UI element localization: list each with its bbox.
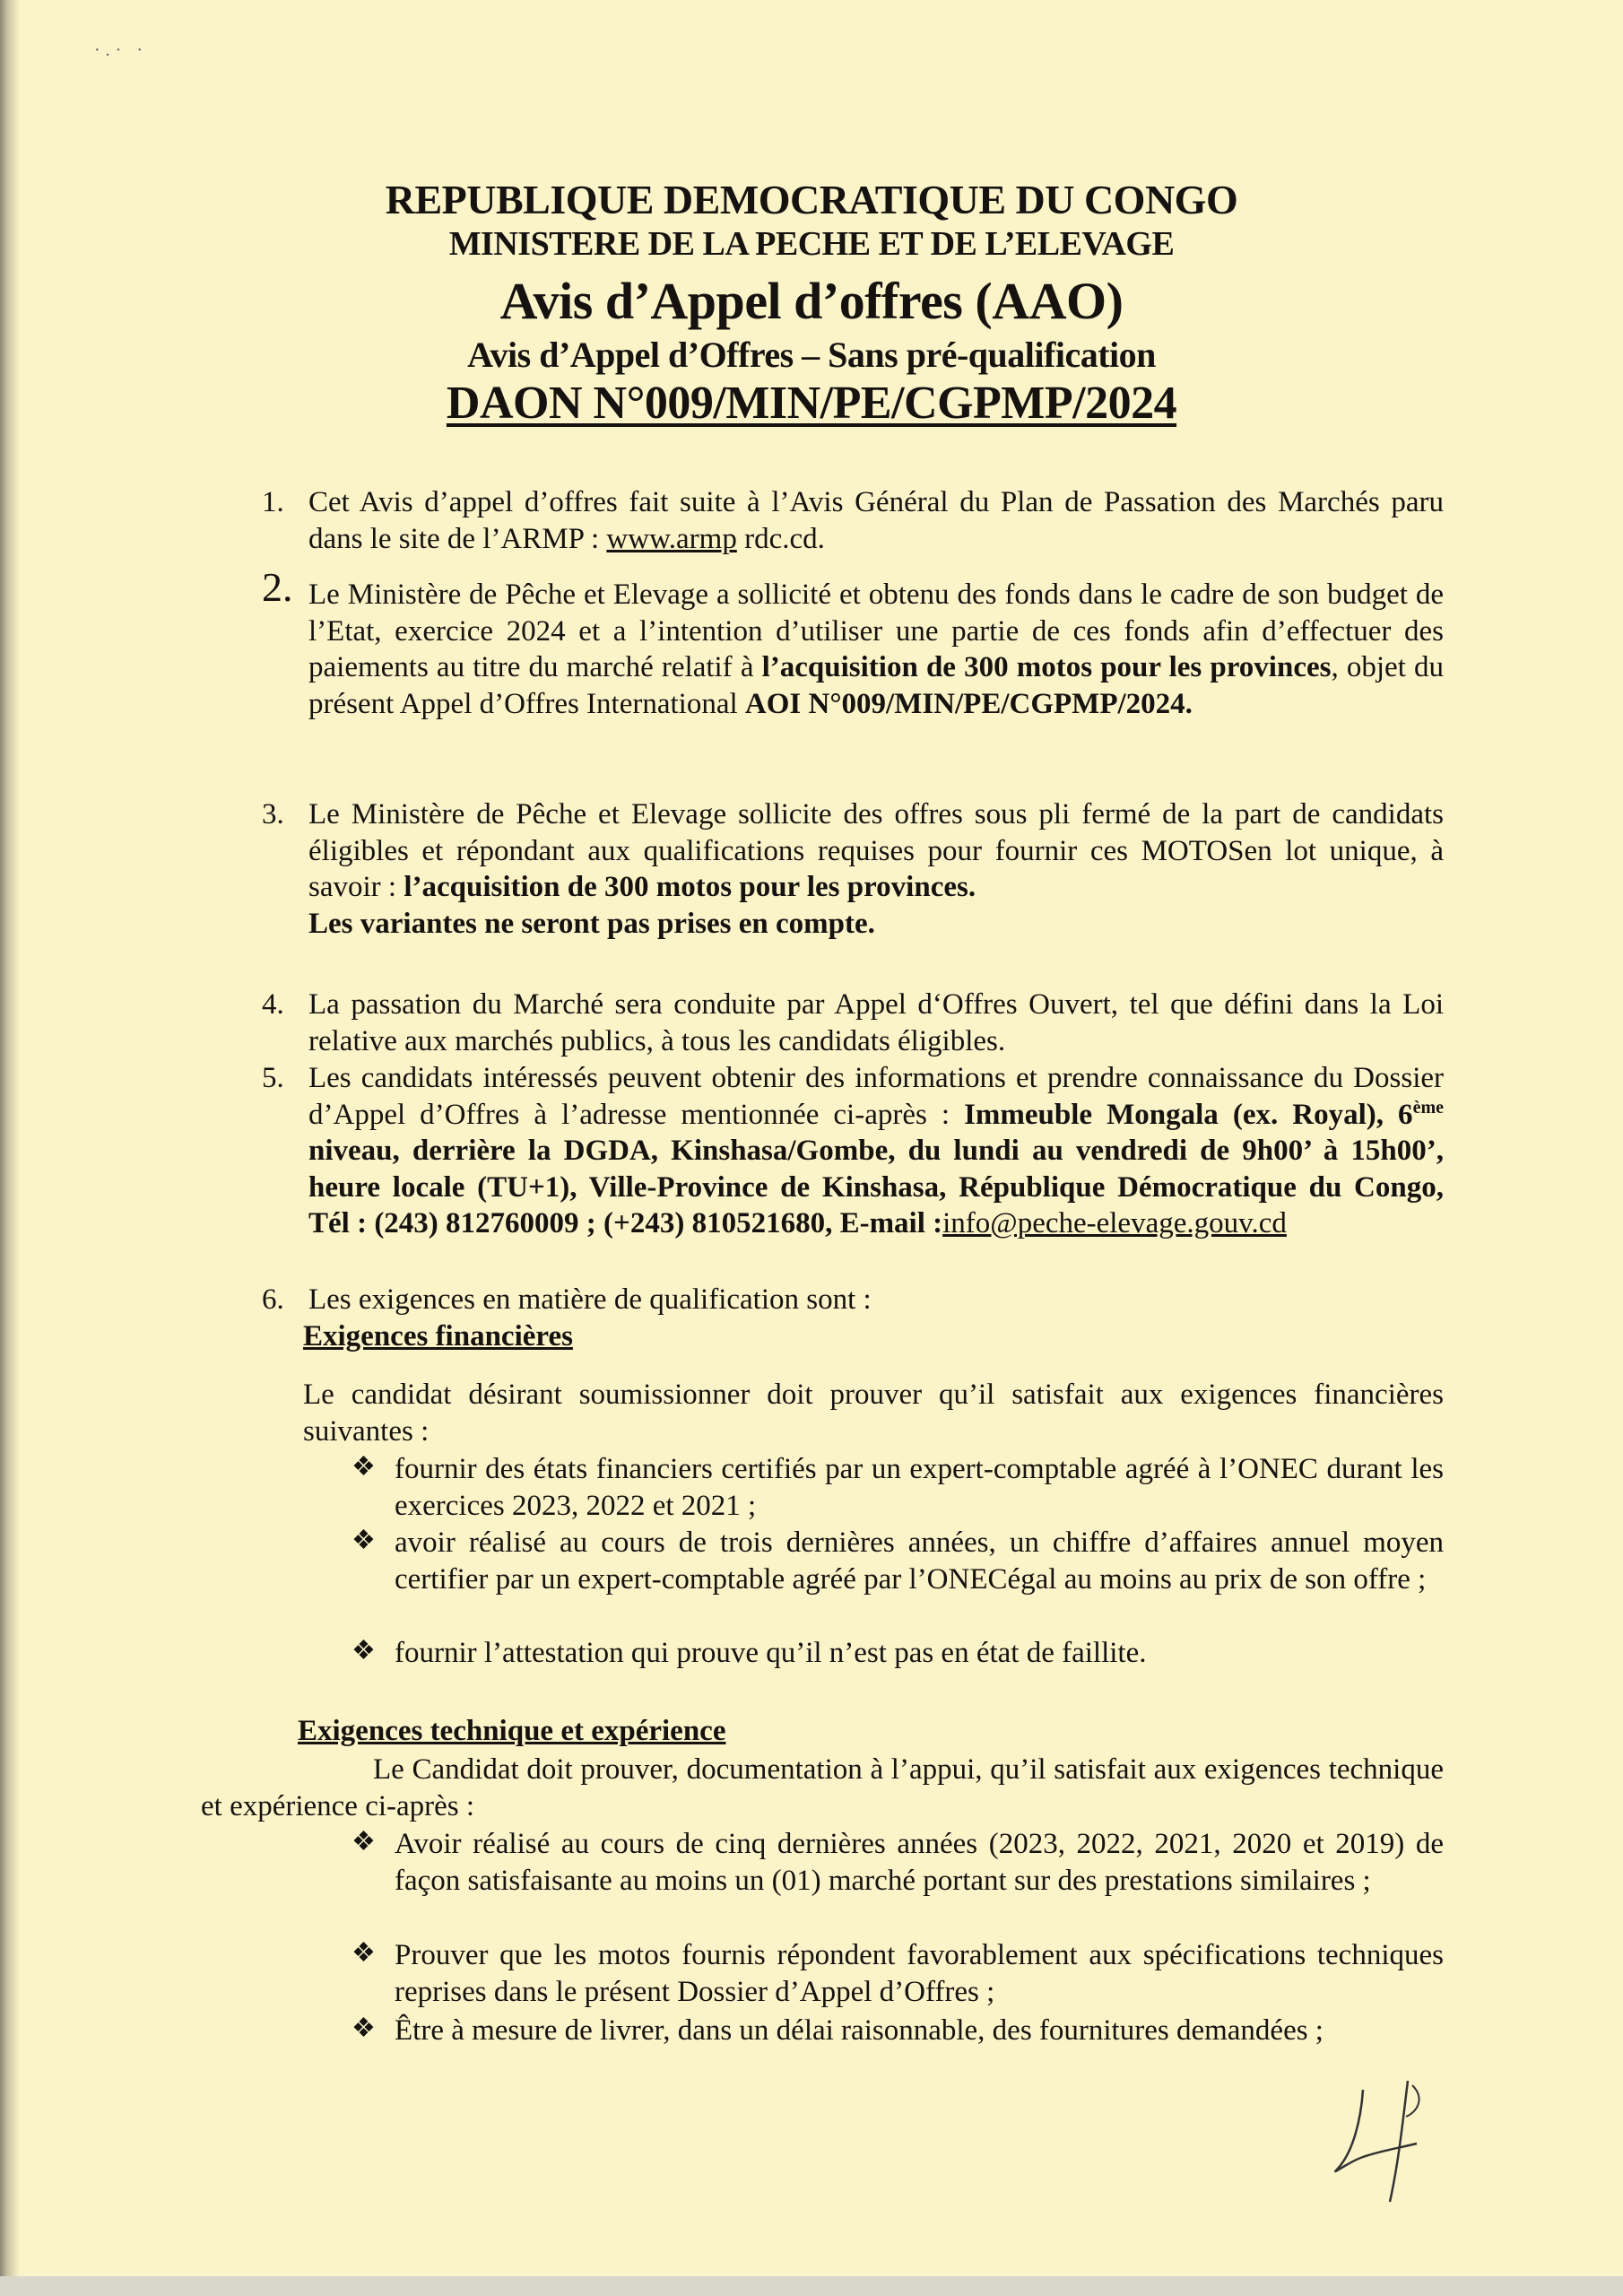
bullet-text: Prouver que les motos fournis répondent favorablement aux spécifications techniques reprises dans le présent Dossier d’Appel d’Offres ;	[395, 1939, 1444, 2008]
list-item-2	[262, 564, 1445, 722]
financial-bullet-3	[352, 1635, 1444, 1672]
item-number: 3.	[262, 798, 284, 831]
item-bold: niveau, derrière la DGDA, Kinshasa/Gombe, du lundi au vendredi de 9h00’ à 15h00’, heure locale (TU+1), Ville-Province de Kinshasa, République Démocratique du Congo, Tél : (243) 812760009 ; (+243) 810521680, E-mail :	[308, 1135, 1444, 1239]
technical-intro: Le Candidat doit prouver, documentation à l’appui, qu’il satisfait aux exigences technique et expérience ci-après :	[201, 1753, 1444, 1822]
reference-number	[0, 377, 1623, 430]
item-number: 4.	[262, 988, 284, 1021]
notice-title: Avis d’Appel d’offres (AAO)	[499, 272, 1124, 330]
technical-heading: Exigences technique et expérience	[298, 1715, 726, 1747]
list-item-4	[262, 987, 1444, 1059]
item-bold: Les variantes ne seront pas prises en compte.	[308, 907, 875, 940]
diamond-bullet-icon: ❖	[352, 1938, 376, 1968]
scan-specks: ·.· ·	[94, 40, 148, 60]
technical-bullet-1	[352, 1826, 1444, 1899]
diamond-bullet-icon: ❖	[352, 2013, 376, 2043]
bullet-text: fournir l’attestation qui prouve qu’il n’est pas en état de faillite.	[395, 1637, 1147, 1669]
bullet-text: avoir réalisé au cours de trois dernières années, un chiffre d’affaires annuel moyen certifier par un expert-comptable agréé par l’ONECégal au moins au prix de son offre ;	[395, 1526, 1444, 1596]
diamond-bullet-icon: ❖	[352, 1636, 376, 1665]
item-number: 1.	[262, 486, 284, 518]
bullet-text: fournir des états financiers certifiés par un expert-comptable agréé à l’ONEC durant les exercices 2023, 2022 et 2021 ;	[395, 1453, 1444, 1522]
item-text: Le Ministère de Pêche et Elevage sollicite des offres sous pli fermé de la part de candidats éligibles et répondant aux qualifications requises pour fournir ces MOTOSen lot unique, à savoir :	[308, 798, 1444, 903]
list-item-6	[262, 1282, 1444, 1318]
diamond-bullet-icon: ❖	[352, 1452, 376, 1482]
item-text-tail: rdc.cd.	[736, 522, 825, 555]
item-bold: l’acquisition de 300 motos pour les provinces.	[404, 871, 976, 903]
diamond-bullet-icon: ❖	[352, 1827, 376, 1857]
ministry-heading: MINISTERE DE LA PECHE ET DE L’ELEVAGE	[448, 225, 1175, 263]
handwritten-initials	[1327, 2072, 1435, 2206]
item-text: Cet Avis d’appel d’offres fait suite à l’Avis Général du Plan de Passation des Marchés paru dans le site de l’ARMP :	[308, 486, 1444, 555]
technical-bullet-3	[352, 2013, 1444, 2049]
list-item-3	[262, 796, 1444, 942]
item-text: , objet du présent Appel d’Offres International	[308, 651, 1445, 720]
item-number: 2.	[262, 564, 293, 610]
item-text: Les exigences en matière de qualification sont :	[308, 1283, 872, 1316]
notice-subtitle: Avis d’Appel d’Offres – Sans pré-qualification	[467, 335, 1156, 375]
technical-bullet-2	[352, 1937, 1444, 2010]
bullet-text: Avoir réalisé au cours de cinq dernières années (2023, 2022, 2021, 2020 et 2019) de façon satisfaisante au moins un (01) marché portant sur des prestations similaires ;	[395, 1828, 1444, 1897]
item-number: 5.	[262, 1062, 284, 1094]
email-link[interactable]: info@peche-elevage.gouv.cd	[942, 1207, 1287, 1239]
list-item-1	[262, 484, 1444, 557]
financial-intro: Le candidat désirant soumissionner doit prouver qu’il satisfait aux exigences financières suivantes :	[303, 1378, 1444, 1448]
item-text: La passation du Marché sera conduite par Appel d‘Offres Ouvert, tel que défini dans la Loi relative aux marchés publics, à tous les candidats éligibles.	[308, 988, 1444, 1057]
reference-text: DAON N°009/MIN/PE/CGPMP/2024	[446, 378, 1177, 429]
armp-link[interactable]: www.armp	[606, 522, 737, 555]
item-text: Les candidats intéressés peuvent obtenir des informations et prendre connaissance du Dossier d’Appel d’Offres à l’adresse mentionnée ci-après :	[308, 1062, 1444, 1131]
financial-bullet-1	[352, 1451, 1444, 1524]
item-number: 6.	[262, 1283, 284, 1316]
list-item-5	[262, 1060, 1444, 1242]
country-heading: REPUBLIQUE DEMOCRATIQUE DU CONGO	[385, 177, 1238, 222]
item-bold: AOI N°009/MIN/PE/CGPMP/2024.	[744, 687, 1193, 720]
bullet-text: Être à mesure de livrer, dans un délai raisonnable, des fournitures demandées ;	[395, 2014, 1324, 2047]
scan-bottom-edge	[0, 2276, 1623, 2296]
financial-heading: Exigences financières	[303, 1320, 573, 1352]
item-bold: l’acquisition de 300 motos pour les provinces	[761, 651, 1332, 683]
item-bold: Immeuble Mongala (ex. Royal), 6	[964, 1098, 1413, 1131]
financial-bullet-2	[352, 1525, 1444, 1597]
item-superscript: ème	[1412, 1097, 1444, 1118]
item-text: Le Ministère de Pêche et Elevage a sollicité et obtenu des fonds dans le cadre de son budget de l’Etat, exercice 2024 et a l’intention d’utiliser une partie de ces fonds afin d’effectuer des paiements au titre du marché relatif à	[308, 578, 1444, 683]
diamond-bullet-icon: ❖	[352, 1526, 376, 1555]
